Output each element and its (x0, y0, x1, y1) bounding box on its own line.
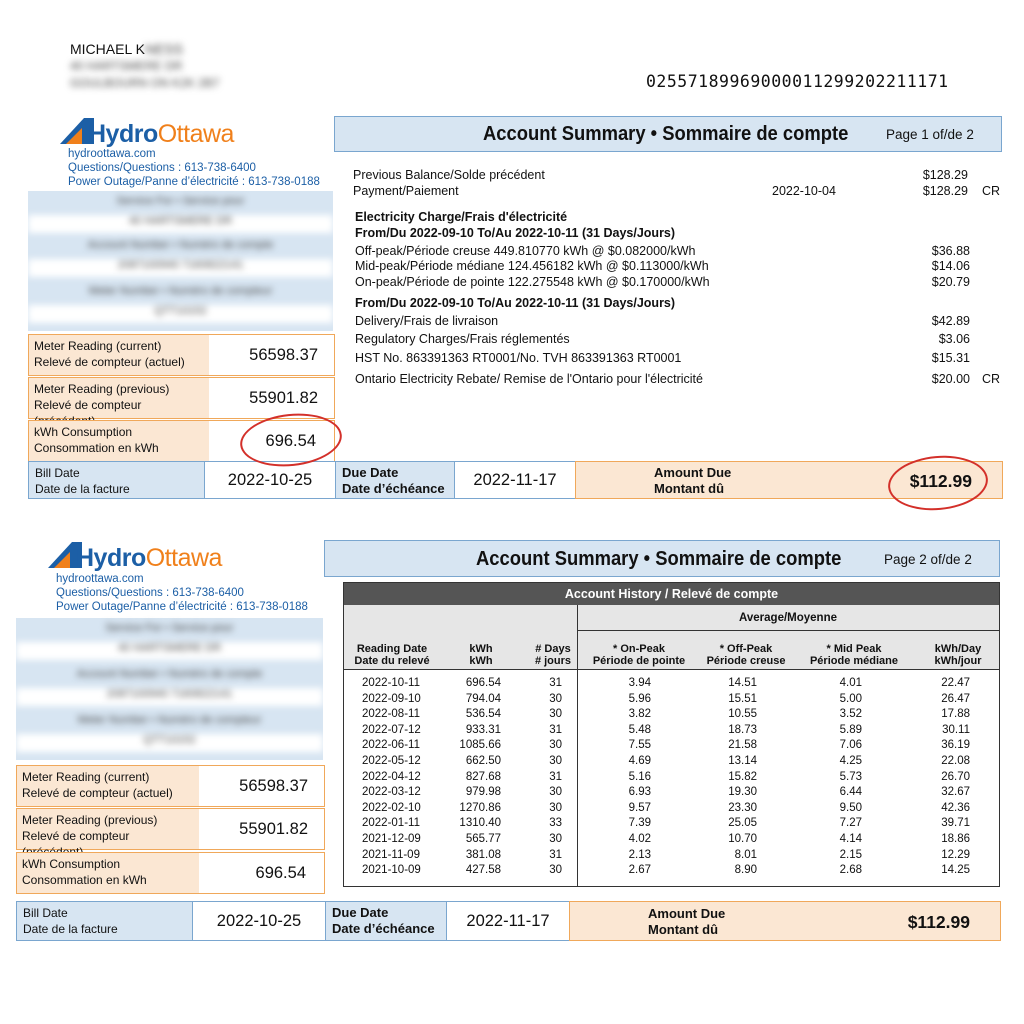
history-header-reading-date: Reading Date Date du relevé (354, 643, 430, 667)
history-cell-reading-date: 2022-02-10 (362, 801, 421, 814)
previous-balance-label: Previous Balance/Solde précédent (353, 168, 545, 182)
page-number: Page 1 of/de 2 (886, 127, 974, 142)
meter-previous-value: 55901.82 (239, 819, 308, 838)
history-cell-kwh-per-day: 18.86 (941, 833, 970, 845)
kwh-consumption-page2: kWh Consumption Consommation en kWh 696.54 (16, 852, 325, 894)
history-cell-days: 30 (549, 833, 562, 845)
history-cell-reading-date: 2022-06-11 (362, 739, 420, 752)
questions-phone: Questions/Questions : 613-738-6400 (56, 587, 244, 599)
history-cell-mid-peak: 9.50 (839, 801, 862, 814)
history-cell-kwh-per-day: 12.29 (941, 848, 970, 861)
previous-balance-amount: $128.29 (922, 168, 968, 182)
bill-bar-page2 (16, 901, 1001, 941)
meter-number: QTT10152 (28, 305, 333, 323)
due-date-label: Due Date Date d’échéance (325, 901, 447, 941)
history-cell-off-peak: 19.30 (728, 786, 757, 799)
history-cell-days: 30 (549, 708, 562, 721)
history-cell-on-peak: 4.69 (628, 755, 651, 767)
history-cell-on-peak: 2.13 (628, 848, 651, 861)
history-cell-mid-peak: 5.89 (839, 723, 862, 736)
history-cell-off-peak: 8.01 (734, 848, 757, 861)
rebate-label: Ontario Electricity Rebate/ Remise de l'Ontario pour l'électricité (355, 372, 703, 386)
history-cell-mid-peak: 7.27 (839, 817, 862, 830)
service-info-panel-page2 (16, 618, 323, 760)
customer-name-visible: MICHAEL K (70, 41, 145, 57)
history-cell-mid-peak: 2.68 (839, 864, 862, 877)
service-address: 40 HARTSMERE DR (28, 215, 333, 233)
history-cell-on-peak: 7.39 (628, 817, 651, 830)
website-link[interactable]: hydroottawa.com (68, 148, 156, 160)
history-cell-mid-peak: 4.14 (839, 833, 862, 845)
history-cell-mid-peak: 6.44 (839, 786, 862, 799)
history-cell-days: 33 (549, 817, 562, 830)
history-cell-on-peak: 4.02 (628, 833, 651, 845)
history-cell-mid-peak: 4.01 (839, 677, 862, 689)
history-cell-kwh: 662.50 (465, 755, 501, 767)
account-summary-header-page1 (334, 116, 1002, 152)
history-cell-kwh-per-day: 36.19 (941, 739, 970, 752)
payment-credit-marker: CR (982, 184, 1001, 198)
history-cell-off-peak: 25.05 (728, 817, 757, 830)
electricity-charge-heading: Electricity Charge/Frais d'électricité (355, 210, 568, 224)
history-cell-kwh: 381.08 (465, 848, 501, 861)
history-cell-mid-peak: 2.15 (839, 848, 862, 861)
history-cell-days: 30 (549, 755, 562, 767)
history-cell-off-peak: 10.55 (728, 708, 757, 721)
history-cell-on-peak: 5.16 (628, 770, 651, 783)
history-cell-kwh-per-day: 30.11 (942, 723, 970, 736)
history-cell-reading-date: 2021-11-09 (362, 848, 420, 861)
history-cell-mid-peak: 5.73 (839, 770, 862, 783)
kwh-consumption-value: 696.54 (255, 863, 306, 882)
bill-date-value: 2022-10-25 (205, 461, 335, 499)
history-cell-reading-date: 2022-05-12 (362, 755, 421, 767)
outage-phone: Power Outage/Panne d’électricité : 613-738-0188 (68, 176, 320, 188)
history-cell-mid-peak: 7.06 (839, 739, 862, 752)
history-cell-days: 30 (549, 692, 562, 705)
bill-bar-page1 (28, 461, 1003, 499)
due-date-value: 2022-11-17 (447, 901, 569, 941)
history-cell-kwh-per-day: 39.71 (941, 817, 970, 830)
history-cell-kwh-per-day: 42.36 (941, 801, 970, 814)
history-cell-on-peak: 7.55 (628, 739, 651, 752)
regulatory-amount: $3.06 (938, 332, 970, 346)
history-cell-on-peak: 5.48 (628, 723, 651, 736)
history-cell-reading-date: 2022-09-10 (362, 692, 421, 705)
history-cell-kwh-per-day: 26.70 (941, 770, 970, 783)
meter-previous-value: 55901.82 (249, 388, 318, 407)
history-cell-on-peak: 5.96 (628, 692, 651, 705)
amount-due-label: Amount Due Montant dû (648, 906, 726, 937)
account-summary-title: Account Summary • Sommaire de compte (476, 548, 842, 570)
history-cell-kwh: 827.68 (465, 770, 501, 783)
amount-due-value: $112.99 (907, 912, 970, 932)
history-cell-kwh-per-day: 32.67 (941, 786, 970, 799)
history-cell-off-peak: 23.30 (728, 801, 757, 814)
meter-reading-current: Meter Reading (current) Relevé de compteur (actuel) 56598.37 (28, 334, 335, 376)
meter-reading-current-page2: Meter Reading (current) Relevé de compteur (actuel) 56598.37 (16, 765, 325, 807)
history-cell-off-peak: 18.73 (728, 723, 757, 736)
contact-info (68, 147, 320, 189)
amount-due-value: $112.99 (909, 471, 972, 491)
kwh-consumption: kWh Consumption Consommation en kWh 696.54 (28, 420, 335, 462)
history-cell-kwh: 1310.40 (459, 817, 501, 830)
midpeak-charge-label: Mid-peak/Période médiane 124.456182 kWh @ $0.113000/kWh (355, 259, 709, 273)
onpeak-charge-label: On-peak/Période de pointe 122.275548 kWh @ $0.170000/kWh (355, 275, 710, 289)
history-cell-days: 31 (549, 723, 562, 736)
meter-number: QTT10152 (16, 734, 323, 752)
hydro-ottawa-logo-page2 (48, 542, 238, 572)
hst-amount: $15.31 (931, 351, 970, 365)
history-cell-off-peak: 8.90 (734, 864, 757, 877)
customer-name-redacted: NESS (144, 41, 184, 57)
meter-number-label: Meter Number • Numéro de compteur (77, 714, 262, 726)
meter-current-value: 56598.37 (249, 345, 318, 364)
history-cell-kwh: 565.77 (465, 833, 501, 845)
delivery-label: Delivery/Frais de livraison (355, 314, 499, 328)
offpeak-charge-label: Off-peak/Période creuse 449.810770 kWh @ $0.082000/kWh (355, 244, 696, 258)
history-cell-kwh: 427.58 (465, 864, 501, 877)
history-cell-kwh-per-day: 22.47 (941, 677, 970, 689)
due-date-value: 2022-11-17 (455, 461, 575, 499)
history-cell-mid-peak: 5.00 (839, 692, 862, 705)
history-cell-kwh-per-day: 26.47 (941, 692, 970, 705)
history-cell-off-peak: 21.58 (728, 739, 757, 752)
account-number: 2087100940 7160822141 (28, 259, 333, 277)
history-header-off-peak: * Off-Peak Période creuse (706, 643, 786, 667)
history-cell-off-peak: 15.82 (728, 770, 757, 783)
hst-label: HST No. 863391363 RT0001/No. TVH 863391363 RT0001 (355, 351, 682, 365)
history-cell-kwh: 1085.66 (459, 739, 501, 752)
service-info-panel (28, 191, 333, 331)
meter-number-label: Meter Number • Numéro de compteur (88, 285, 273, 297)
history-cell-on-peak: 9.57 (628, 801, 651, 814)
history-header-kwh: kWh kWh (469, 643, 493, 667)
account-history-table (343, 582, 1000, 887)
history-cell-off-peak: 14.51 (728, 677, 757, 689)
service-for-label: Service For • Service pour (116, 195, 245, 207)
account-history-title: Account History / Relevé de compte (344, 583, 999, 605)
rebate-credit-marker: CR (982, 372, 1001, 386)
average-header: Average/Moyenne (577, 605, 999, 631)
account-number-label: Account Number • Numéro de compte (87, 239, 274, 251)
due-date-label: Due Date Date d’échéance (335, 461, 455, 499)
history-header-mid-peak: * Mid Peak Période médiane (809, 643, 899, 667)
history-header-kwh-per-day: kWh/Day kWh/jour (934, 643, 982, 667)
questions-phone: Questions/Questions : 613-738-6400 (68, 162, 256, 174)
history-cell-kwh: 933.31 (465, 723, 501, 736)
account-summary-header-page2 (324, 540, 1000, 577)
history-cell-off-peak: 13.14 (728, 755, 757, 767)
contact-info-page2 (56, 572, 308, 614)
history-cell-reading-date: 2022-08-11 (362, 708, 420, 721)
history-cell-reading-date: 2021-10-09 (362, 864, 421, 877)
history-cell-reading-date: 2022-01-11 (362, 817, 420, 830)
amount-due-cell (569, 901, 1001, 941)
history-cell-kwh: 1270.86 (459, 801, 501, 814)
account-summary-title: Account Summary • Sommaire de compte (483, 123, 849, 145)
meter-current-value: 56598.37 (239, 776, 308, 795)
page-number: Page 2 of/de 2 (884, 552, 972, 567)
service-address: 40 HARTSMERE DR (16, 642, 323, 660)
outage-phone: Power Outage/Panne d’électricité : 613-738-0188 (56, 601, 308, 613)
onpeak-charge-amount: $20.79 (931, 275, 970, 289)
history-cell-reading-date: 2022-10-11 (362, 677, 420, 689)
logo-wordmark: HydroOttawa (76, 544, 222, 572)
payment-label: Payment/Paiement (353, 184, 459, 198)
history-cell-off-peak: 15.51 (728, 692, 757, 705)
service-for-label: Service For • Service pour (105, 622, 234, 634)
hydro-ottawa-logo (60, 118, 250, 148)
history-cell-kwh: 794.04 (465, 692, 501, 705)
history-cell-days: 30 (549, 801, 562, 814)
payment-date: 2022-10-04 (772, 184, 836, 198)
delivery-amount: $42.89 (931, 314, 970, 328)
offpeak-charge-amount: $36.88 (931, 244, 970, 258)
history-cell-reading-date: 2022-03-12 (362, 786, 421, 799)
history-cell-off-peak: 10.70 (728, 833, 757, 845)
customer-name (70, 41, 183, 57)
bill-date-label: Bill Date Date de la facture (28, 461, 205, 499)
history-cell-on-peak: 6.93 (628, 786, 651, 799)
history-cell-on-peak: 2.67 (628, 864, 651, 877)
history-header-days: # Days # jours (534, 643, 572, 667)
history-cell-days: 31 (549, 770, 562, 783)
amount-due-label: Amount Due Montant dû (654, 465, 732, 496)
bill-date-label: Bill Date Date de la facture (16, 901, 193, 941)
history-cell-days: 31 (549, 848, 562, 861)
history-cell-kwh: 979.98 (465, 786, 501, 799)
history-cell-on-peak: 3.94 (628, 677, 651, 689)
history-cell-days: 30 (549, 864, 562, 877)
kwh-consumption-value: 696.54 (265, 431, 316, 450)
customer-address-line2: GOULBOURN ON K2K 2B7 (70, 76, 220, 90)
history-cell-kwh: 696.54 (465, 677, 501, 689)
billing-period-heading: From/Du 2022-09-10 To/Au 2022-10-11 (31 Days/Jours) (355, 226, 676, 240)
history-cell-mid-peak: 4.25 (839, 755, 862, 767)
history-cell-days: 30 (549, 739, 562, 752)
website-link[interactable]: hydroottawa.com (56, 573, 144, 585)
account-number: 2087100940 7160822141 (16, 688, 323, 706)
history-cell-days: 31 (549, 677, 562, 689)
history-cell-reading-date: 2022-07-12 (362, 723, 421, 736)
logo-wordmark: HydroOttawa (88, 120, 234, 148)
delivery-period-heading: From/Du 2022-09-10 To/Au 2022-10-11 (31 Days/Jours) (355, 296, 676, 310)
regulatory-label: Regulatory Charges/Frais réglementés (355, 332, 570, 346)
midpeak-charge-amount: $14.06 (931, 259, 970, 273)
rebate-amount: $20.00 (931, 372, 970, 386)
history-cell-reading-date: 2022-04-12 (362, 770, 421, 783)
history-cell-days: 30 (549, 786, 562, 799)
meter-reading-previous-page2: Meter Reading (previous) Relevé de compteur 55901.82 (16, 808, 325, 850)
bill-date-value: 2022-10-25 (193, 901, 325, 941)
history-cell-on-peak: 3.82 (628, 708, 651, 721)
history-cell-reading-date: 2021-12-09 (362, 833, 421, 845)
history-cell-kwh-per-day: 22.08 (941, 755, 970, 767)
account-number-label: Account Number • Numéro de compte (76, 668, 263, 680)
history-cell-kwh-per-day: 14.25 (941, 864, 970, 877)
history-cell-kwh-per-day: 17.88 (941, 708, 970, 721)
history-header-on-peak: * On-Peak Période de pointe (592, 643, 686, 667)
customer-address-line1: 40 HARTSMERE DR (70, 59, 183, 73)
history-cell-kwh: 536.54 (465, 708, 501, 721)
meter-reading-previous: Meter Reading (previous) Relevé de compteur 55901.82 (28, 377, 335, 419)
account-barcode: 02557189969000011299202211171 (646, 72, 949, 91)
history-cell-mid-peak: 3.52 (839, 708, 862, 721)
payment-amount: $128.29 (922, 184, 968, 198)
